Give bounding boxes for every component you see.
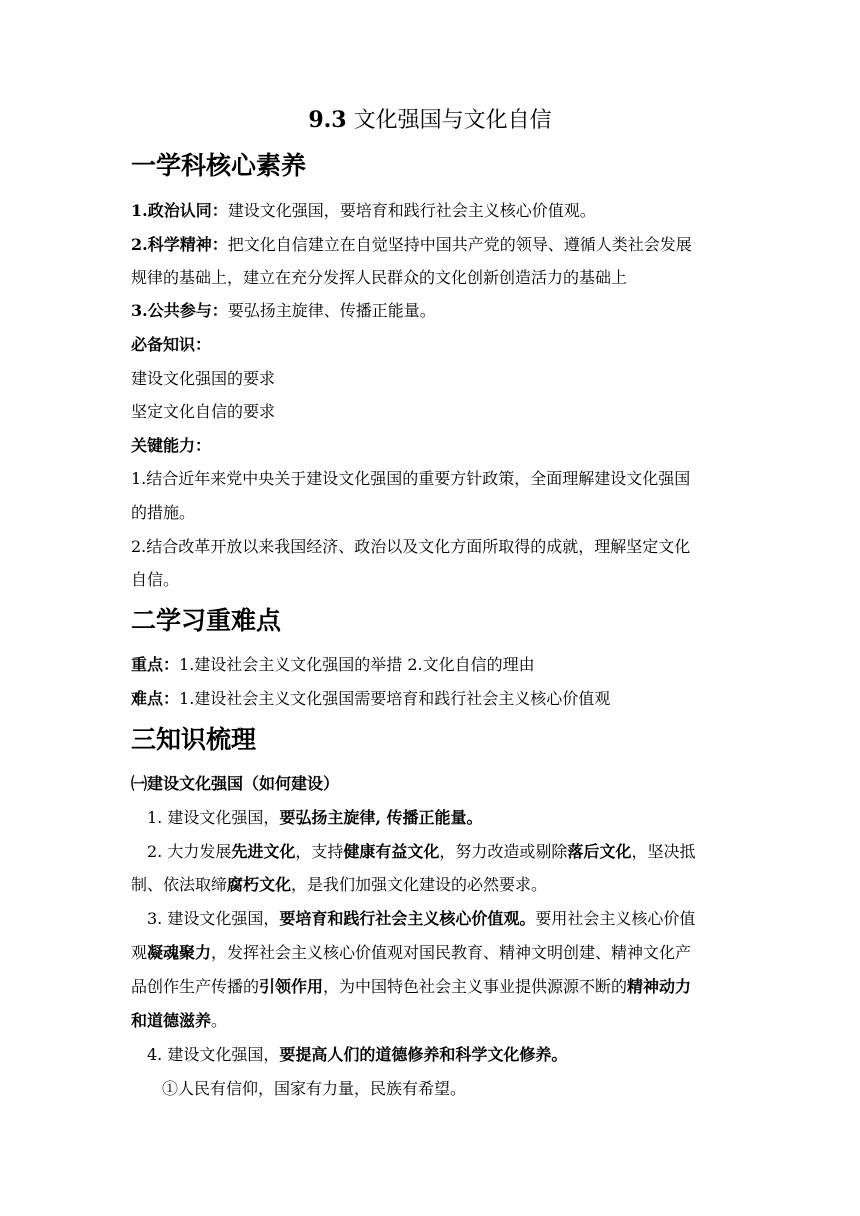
key-point bbox=[131, 654, 735, 676]
review-point-3-line2 bbox=[131, 942, 735, 964]
literacy-item-2-line2: 规律的基础上，建立在充分发挥人民群众的文化创新创造活力的基础上 bbox=[131, 268, 628, 287]
literacy-item-2-label: 2.科学精神： bbox=[131, 235, 228, 254]
review-point-2-part-g: ，坚决抵 bbox=[631, 842, 696, 861]
review-point-3-intro: 3. 建设文化强国， bbox=[147, 909, 280, 928]
document-title bbox=[0, 103, 860, 138]
ability-label: 关键能力： bbox=[131, 436, 212, 455]
review-point-3-line4 bbox=[131, 1010, 735, 1032]
review-point-3-line3 bbox=[131, 976, 735, 998]
knowledge-item-1: 建设文化强国的要求 bbox=[131, 369, 276, 388]
review-point-2-l2-c: ，是我们加强文化建设的必然要求。 bbox=[291, 875, 548, 894]
literacy-item-1 bbox=[131, 200, 735, 222]
review-point-2-healthy-culture: 健康有益文化 bbox=[343, 842, 440, 861]
title-text: 文化强国与文化自信 bbox=[353, 108, 552, 133]
knowledge-label: 必备知识： bbox=[131, 335, 212, 354]
literacy-item-3-text: 要弘扬主旋律、传播正能量。 bbox=[227, 301, 436, 320]
review-point-3-l3-c: ，为中国特色社会主义事业提供源源不断的 bbox=[323, 977, 628, 996]
literacy-item-2 bbox=[131, 234, 735, 256]
review-point-3-l2-c: ，发挥社会主义核心价值观对国民教育、精神文明创建、精神文化产 bbox=[211, 943, 692, 962]
review-point-3-l3-a: 品创作生产传播的 bbox=[131, 977, 260, 996]
hard-point bbox=[131, 688, 735, 710]
review-subheading: ㈠建设文化强国（如何建设） bbox=[131, 774, 340, 793]
review-point-3-cont: 要用社会主义核心价值 bbox=[535, 909, 696, 928]
section-heading-review: 三知识梳理 bbox=[131, 725, 257, 754]
review-point-2-backward-culture: 落后文化 bbox=[567, 842, 632, 861]
review-point-3-l2-a: 观 bbox=[131, 943, 148, 962]
review-point-1-intro: 1. 建设文化强国， bbox=[147, 808, 280, 827]
review-point-2-part-e: ，努力改造或剔除 bbox=[439, 842, 568, 861]
review-point-2-line1 bbox=[147, 841, 751, 863]
key-point-text: 1.建设社会主义文化强国的举措 2.文化自信的理由 bbox=[179, 655, 535, 674]
review-point-4-intro: 4. 建设文化强国， bbox=[147, 1045, 280, 1064]
review-point-4-bold: 要提高人们的道德修养和科学文化修养。 bbox=[279, 1045, 568, 1064]
review-point-3-l3-bold2: 精神动力 bbox=[627, 977, 692, 996]
literacy-item-2-text-line1: 把文化自信建立在自觉坚持中国共产党的领导、遵循人类社会发展 bbox=[227, 235, 692, 254]
hard-point-label: 难点： bbox=[131, 689, 180, 708]
review-point-2-l2-a: 制、依法取缔 bbox=[131, 875, 228, 894]
literacy-item-1-text: 建设文化强国，要培育和践行社会主义核心价值观。 bbox=[227, 201, 596, 220]
review-point-3-l4-end: 。 bbox=[211, 1011, 228, 1030]
literacy-item-3 bbox=[131, 300, 735, 322]
review-point-3-line1 bbox=[147, 908, 751, 930]
review-point-2-line2 bbox=[131, 874, 735, 896]
review-point-2-part-c: ，支持 bbox=[295, 842, 344, 861]
hard-point-text: 1.建设社会主义文化强国需要培育和践行社会主义核心价值观 bbox=[179, 689, 611, 708]
review-point-4-sub-1: ①人民有信仰，国家有力量，民族有希望。 bbox=[162, 1079, 467, 1098]
review-point-1 bbox=[147, 807, 751, 829]
literacy-item-3-label: 3.公共参与： bbox=[131, 301, 228, 320]
review-point-3-l4-bold: 和道德滋养 bbox=[131, 1011, 212, 1030]
ability-item-1-line2: 的措施。 bbox=[131, 503, 196, 522]
section-heading-literacy: 一学科核心素养 bbox=[131, 151, 307, 180]
title-number: 9.3 bbox=[308, 107, 347, 133]
section-heading-difficulty: 二学习重难点 bbox=[131, 606, 282, 635]
review-point-2-decadent-culture: 腐朽文化 bbox=[227, 875, 292, 894]
review-point-1-bold: 要弘扬主旋律, 传播正能量。 bbox=[279, 808, 483, 827]
key-point-label: 重点： bbox=[131, 655, 180, 674]
review-point-3-l2-bold: 凝魂聚力 bbox=[147, 943, 212, 962]
review-point-2-advanced-culture: 先进文化 bbox=[231, 842, 296, 861]
review-point-3-l3-bold1: 引领作用 bbox=[259, 977, 324, 996]
review-point-2-part-a: 2. 大力发展 bbox=[147, 842, 232, 861]
ability-item-1-line1: 1.结合近年来党中央关于建设文化强国的重要方针政策，全面理解建设文化强国 bbox=[131, 469, 691, 488]
review-point-4 bbox=[147, 1044, 751, 1066]
literacy-item-1-label: 1.政治认同： bbox=[131, 201, 228, 220]
review-point-3-bold: 要培育和践行社会主义核心价值观。 bbox=[279, 909, 536, 928]
ability-item-2-line2: 自信。 bbox=[131, 570, 180, 589]
ability-item-2-line1: 2.结合改革开放以来我国经济、政治以及文化方面所取得的成就，理解坚定文化 bbox=[131, 537, 691, 556]
knowledge-item-2: 坚定文化自信的要求 bbox=[131, 402, 276, 421]
